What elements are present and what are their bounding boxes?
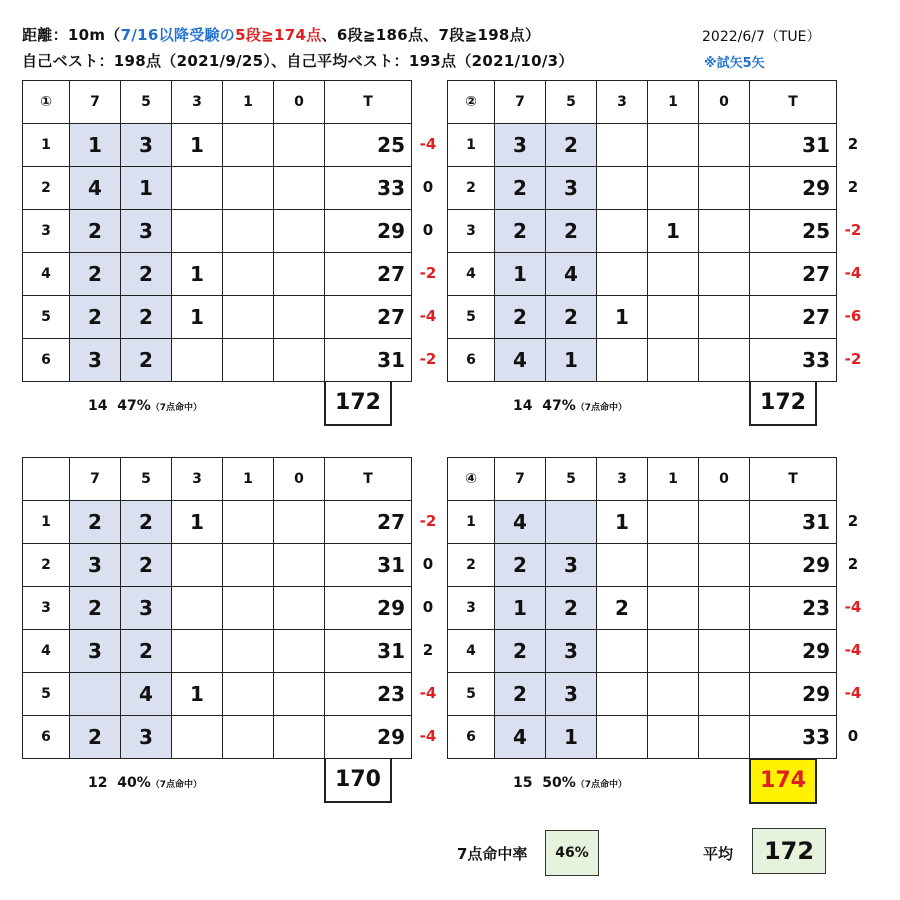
end-number: 1 — [23, 124, 70, 167]
score-count-cell — [274, 501, 325, 544]
score-count-cell: 3 — [121, 210, 172, 253]
score-count-cell: 3 — [495, 124, 546, 167]
score-count-cell — [597, 124, 648, 167]
column-header: 0 — [274, 81, 325, 124]
end-total-cell: 29 — [750, 167, 837, 210]
score-count-cell — [223, 544, 274, 587]
diff-column — [838, 500, 868, 758]
score-count-cell — [699, 296, 750, 339]
end-number: 6 — [448, 339, 495, 382]
table-row — [448, 167, 837, 210]
score-count-cell — [274, 544, 325, 587]
score-count-cell — [172, 630, 223, 673]
score-count-cell: 3 — [121, 587, 172, 630]
hit-percent-note: （7点命中） — [150, 403, 203, 413]
score-count-cell — [699, 167, 750, 210]
score-count-cell: 2 — [546, 587, 597, 630]
score-count-cell — [274, 210, 325, 253]
score-count-cell — [699, 630, 750, 673]
score-count-cell — [648, 544, 699, 587]
score-count-cell — [597, 673, 648, 716]
end-diff: 0 — [847, 727, 859, 745]
end-number: 3 — [448, 210, 495, 253]
score-count-cell — [223, 716, 274, 759]
end-diff: -4 — [419, 307, 437, 325]
column-header: 5 — [121, 81, 172, 124]
hit-percent: 47% — [542, 398, 576, 414]
table-row — [23, 253, 412, 296]
score-table-2 — [447, 80, 837, 382]
end-number: 2 — [23, 167, 70, 210]
score-count-cell — [223, 673, 274, 716]
end-diff: -4 — [844, 598, 862, 616]
end-number: 1 — [448, 501, 495, 544]
score-count-cell — [172, 544, 223, 587]
column-header: T — [750, 81, 837, 124]
score-count-cell: 2 — [546, 210, 597, 253]
table-row — [448, 124, 837, 167]
table-row — [448, 587, 837, 630]
end-number: 2 — [448, 167, 495, 210]
score-count-cell: 4 — [495, 501, 546, 544]
end-diff: -2 — [419, 512, 437, 530]
end-total-cell: 27 — [325, 253, 412, 296]
score-count-cell — [648, 253, 699, 296]
score-count-cell — [172, 167, 223, 210]
end-total-cell: 25 — [750, 210, 837, 253]
score-count-cell — [223, 210, 274, 253]
end-number: 5 — [448, 296, 495, 339]
score-count-cell: 2 — [495, 167, 546, 210]
end-diff: -6 — [844, 307, 862, 325]
column-header: 1 — [648, 81, 699, 124]
table-row — [448, 296, 837, 339]
hit-count: 12 — [88, 775, 108, 791]
column-header: T — [325, 458, 412, 501]
end-total-cell: 29 — [750, 673, 837, 716]
hit-rate-label: 7点命中率 — [457, 845, 528, 863]
end-total-cell: 27 — [325, 501, 412, 544]
score-table-4 — [447, 457, 837, 759]
score-count-cell — [223, 124, 274, 167]
hit-count: 14 — [513, 398, 533, 414]
score-count-cell — [597, 210, 648, 253]
score-count-cell: 1 — [172, 501, 223, 544]
score-count-cell — [274, 716, 325, 759]
score-count-cell — [648, 339, 699, 382]
score-count-cell: 3 — [70, 544, 121, 587]
table-row — [23, 124, 412, 167]
end-diff: -4 — [844, 684, 862, 702]
end-number: 3 — [448, 587, 495, 630]
score-count-cell — [699, 253, 750, 296]
diff-column — [413, 500, 443, 758]
score-count-cell: 3 — [546, 544, 597, 587]
end-total-cell: 23 — [325, 673, 412, 716]
end-total-cell: 29 — [325, 210, 412, 253]
end-total-cell: 31 — [325, 630, 412, 673]
score-count-cell — [274, 124, 325, 167]
score-count-cell: 3 — [70, 630, 121, 673]
score-count-cell: 2 — [495, 673, 546, 716]
diff-column — [413, 123, 443, 381]
score-count-cell — [223, 339, 274, 382]
column-header: 3 — [597, 458, 648, 501]
end-total-cell: 29 — [750, 544, 837, 587]
end-diff: -2 — [419, 350, 437, 368]
score-count-cell: 1 — [172, 253, 223, 296]
score-count-cell — [274, 167, 325, 210]
end-number: 5 — [448, 673, 495, 716]
column-header: 0 — [699, 458, 750, 501]
round-total: 174 — [749, 758, 817, 804]
table-row — [448, 544, 837, 587]
end-number: 3 — [23, 587, 70, 630]
score-count-cell — [699, 716, 750, 759]
end-total-cell: 29 — [325, 587, 412, 630]
table-row — [448, 630, 837, 673]
end-total-cell: 33 — [750, 339, 837, 382]
score-count-cell — [223, 253, 274, 296]
score-count-cell — [274, 296, 325, 339]
table-row — [448, 716, 837, 759]
score-count-cell — [699, 501, 750, 544]
column-header: 3 — [172, 81, 223, 124]
round-total: 172 — [324, 381, 392, 426]
score-count-cell: 4 — [495, 716, 546, 759]
end-diff: 0 — [422, 221, 434, 239]
column-header: 3 — [597, 81, 648, 124]
column-header: 5 — [121, 458, 172, 501]
table-row — [448, 210, 837, 253]
score-count-cell: 2 — [70, 587, 121, 630]
end-diff: -4 — [844, 264, 862, 282]
score-count-cell — [648, 296, 699, 339]
end-total-cell: 31 — [325, 544, 412, 587]
score-count-cell — [274, 673, 325, 716]
round-total: 170 — [324, 758, 392, 803]
column-header: 0 — [699, 81, 750, 124]
table-row — [23, 587, 412, 630]
end-number: 6 — [23, 716, 70, 759]
table-row — [448, 501, 837, 544]
header-date-condition: 7/16以降受験の — [120, 26, 236, 44]
end-number: 5 — [23, 673, 70, 716]
table-row — [23, 673, 412, 716]
score-count-cell — [648, 167, 699, 210]
score-count-cell — [699, 544, 750, 587]
table-row — [23, 630, 412, 673]
table-row — [23, 167, 412, 210]
score-count-cell: 1 — [495, 253, 546, 296]
end-diff: 2 — [847, 135, 859, 153]
score-count-cell: 1 — [648, 210, 699, 253]
average-value: 172 — [752, 828, 826, 874]
distance-header — [22, 24, 540, 45]
end-total-cell: 33 — [325, 167, 412, 210]
score-count-cell — [597, 716, 648, 759]
score-count-cell: 4 — [121, 673, 172, 716]
end-diff: -2 — [844, 221, 862, 239]
score-count-cell — [597, 167, 648, 210]
score-table-3 — [22, 457, 412, 759]
column-header: 7 — [495, 81, 546, 124]
end-number: 1 — [23, 501, 70, 544]
end-total-cell: 23 — [750, 587, 837, 630]
score-count-cell — [172, 210, 223, 253]
score-count-cell: 2 — [70, 501, 121, 544]
score-count-cell — [648, 673, 699, 716]
round-total: 172 — [749, 381, 817, 426]
end-total-cell: 27 — [325, 296, 412, 339]
score-count-cell — [648, 630, 699, 673]
score-count-cell — [699, 124, 750, 167]
score-count-cell — [223, 587, 274, 630]
score-count-cell: 2 — [121, 339, 172, 382]
end-number: 1 — [448, 124, 495, 167]
end-diff: 0 — [422, 555, 434, 573]
score-count-cell: 3 — [546, 167, 597, 210]
column-header: T — [750, 458, 837, 501]
score-count-cell: 2 — [121, 630, 172, 673]
hit-summary — [513, 775, 627, 791]
column-header: T — [325, 81, 412, 124]
score-count-cell — [597, 630, 648, 673]
table-row — [23, 716, 412, 759]
score-count-cell — [172, 339, 223, 382]
end-total-cell: 25 — [325, 124, 412, 167]
end-diff: -4 — [419, 684, 437, 702]
score-count-cell — [597, 544, 648, 587]
column-header: 1 — [223, 81, 274, 124]
score-count-cell: 1 — [172, 673, 223, 716]
score-count-cell: 1 — [172, 124, 223, 167]
score-count-cell: 4 — [546, 253, 597, 296]
score-count-cell: 4 — [495, 339, 546, 382]
table-row — [23, 544, 412, 587]
column-header: 3 — [172, 458, 223, 501]
hit-percent: 47% — [117, 398, 151, 414]
end-diff: 0 — [422, 178, 434, 196]
end-diff: 2 — [422, 641, 434, 659]
score-count-cell: 2 — [495, 630, 546, 673]
column-header: 1 — [648, 458, 699, 501]
score-count-cell: 2 — [597, 587, 648, 630]
column-header: 5 — [546, 81, 597, 124]
score-count-cell — [70, 673, 121, 716]
score-count-cell — [648, 124, 699, 167]
table-row — [448, 673, 837, 716]
score-count-cell: 1 — [546, 716, 597, 759]
score-count-cell: 2 — [495, 296, 546, 339]
end-diff: 0 — [422, 598, 434, 616]
hit-summary — [513, 398, 627, 414]
score-count-cell — [172, 716, 223, 759]
end-number: 6 — [23, 339, 70, 382]
column-header: 1 — [223, 458, 274, 501]
hit-percent: 40% — [117, 775, 151, 791]
column-header: 7 — [70, 81, 121, 124]
score-count-cell: 3 — [121, 124, 172, 167]
column-header: 7 — [495, 458, 546, 501]
score-count-cell — [274, 339, 325, 382]
score-count-cell — [699, 587, 750, 630]
end-diff: 2 — [847, 178, 859, 196]
column-header: 5 — [546, 458, 597, 501]
end-total-cell: 27 — [750, 296, 837, 339]
score-table-1 — [22, 80, 412, 382]
score-count-cell: 2 — [546, 124, 597, 167]
score-count-cell: 2 — [121, 501, 172, 544]
hit-percent: 50% — [542, 775, 576, 791]
end-total-cell: 31 — [325, 339, 412, 382]
score-count-cell: 1 — [546, 339, 597, 382]
end-number: 2 — [448, 544, 495, 587]
end-diff: -2 — [419, 264, 437, 282]
score-count-cell: 3 — [121, 716, 172, 759]
hit-percent-note: （7点命中） — [150, 780, 203, 790]
score-count-cell — [648, 716, 699, 759]
score-count-cell — [699, 673, 750, 716]
score-count-cell: 2 — [121, 296, 172, 339]
end-diff: -4 — [419, 727, 437, 745]
score-count-cell: 2 — [70, 296, 121, 339]
header-other-requirements: 、6段≧186点、7段≧198点） — [321, 26, 541, 44]
score-count-cell: 3 — [546, 673, 597, 716]
score-count-cell: 2 — [546, 296, 597, 339]
hit-percent-note: （7点命中） — [575, 403, 628, 413]
end-number: 5 — [23, 296, 70, 339]
score-count-cell — [699, 210, 750, 253]
end-total-cell: 33 — [750, 716, 837, 759]
score-count-cell: 3 — [70, 339, 121, 382]
hit-count: 14 — [88, 398, 108, 414]
column-header: 7 — [70, 458, 121, 501]
score-count-cell: 1 — [172, 296, 223, 339]
score-count-cell — [546, 501, 597, 544]
table-row — [448, 339, 837, 382]
score-count-cell — [597, 339, 648, 382]
score-count-cell: 1 — [121, 167, 172, 210]
score-count-cell: 2 — [495, 210, 546, 253]
score-count-cell: 3 — [546, 630, 597, 673]
end-diff: -4 — [844, 641, 862, 659]
end-number: 4 — [448, 630, 495, 673]
score-count-cell — [648, 587, 699, 630]
table-row — [448, 253, 837, 296]
end-diff: 2 — [847, 555, 859, 573]
diff-column — [838, 123, 868, 381]
header-distance-text: 距離：10m（ — [22, 26, 121, 44]
column-header: 0 — [274, 458, 325, 501]
personal-best-line: 自己ベスト：198点（2021/9/25）、自己平均ベスト：193点（2021/10/3） — [22, 52, 574, 70]
hit-summary — [88, 775, 202, 791]
end-total-cell: 31 — [750, 124, 837, 167]
end-total-cell: 29 — [750, 630, 837, 673]
score-count-cell — [597, 253, 648, 296]
end-diff: 2 — [847, 512, 859, 530]
end-diff: -4 — [419, 135, 437, 153]
end-number: 4 — [23, 630, 70, 673]
score-count-cell: 2 — [121, 544, 172, 587]
hit-count: 15 — [513, 775, 533, 791]
end-diff: -2 — [844, 350, 862, 368]
score-count-cell — [223, 167, 274, 210]
hit-percent-note: （7点命中） — [575, 780, 628, 790]
round-id: ② — [448, 81, 495, 124]
end-number: 6 — [448, 716, 495, 759]
score-count-cell — [172, 587, 223, 630]
score-count-cell: 1 — [597, 501, 648, 544]
round-id: ④ — [448, 458, 495, 501]
end-number: 2 — [23, 544, 70, 587]
score-count-cell: 2 — [70, 210, 121, 253]
score-count-cell: 1 — [495, 587, 546, 630]
date-label: 2022/6/7（TUE） — [702, 29, 821, 45]
score-count-cell: 1 — [70, 124, 121, 167]
table-row — [23, 501, 412, 544]
score-count-cell: 4 — [70, 167, 121, 210]
score-count-cell — [223, 296, 274, 339]
average-label: 平均 — [703, 845, 734, 863]
end-total-cell: 29 — [325, 716, 412, 759]
score-count-cell — [223, 501, 274, 544]
score-count-cell: 2 — [70, 253, 121, 296]
score-count-cell: 2 — [495, 544, 546, 587]
end-total-cell: 31 — [750, 501, 837, 544]
hit-summary — [88, 398, 202, 414]
score-count-cell — [648, 501, 699, 544]
score-count-cell — [274, 587, 325, 630]
trial-arrows-note: ※試矢5矢 — [704, 56, 765, 71]
table-row — [23, 339, 412, 382]
score-count-cell — [274, 253, 325, 296]
score-count-cell — [223, 630, 274, 673]
score-count-cell: 2 — [121, 253, 172, 296]
hit-rate-value: 46% — [545, 830, 599, 876]
end-number: 3 — [23, 210, 70, 253]
round-id — [23, 458, 70, 501]
end-number: 4 — [448, 253, 495, 296]
score-count-cell — [699, 339, 750, 382]
header-5dan-requirement: 5段≧174点 — [235, 26, 322, 44]
end-total-cell: 27 — [750, 253, 837, 296]
score-count-cell: 2 — [70, 716, 121, 759]
round-id: ① — [23, 81, 70, 124]
table-row — [23, 296, 412, 339]
table-row — [23, 210, 412, 253]
score-count-cell: 1 — [597, 296, 648, 339]
score-count-cell — [274, 630, 325, 673]
end-number: 4 — [23, 253, 70, 296]
